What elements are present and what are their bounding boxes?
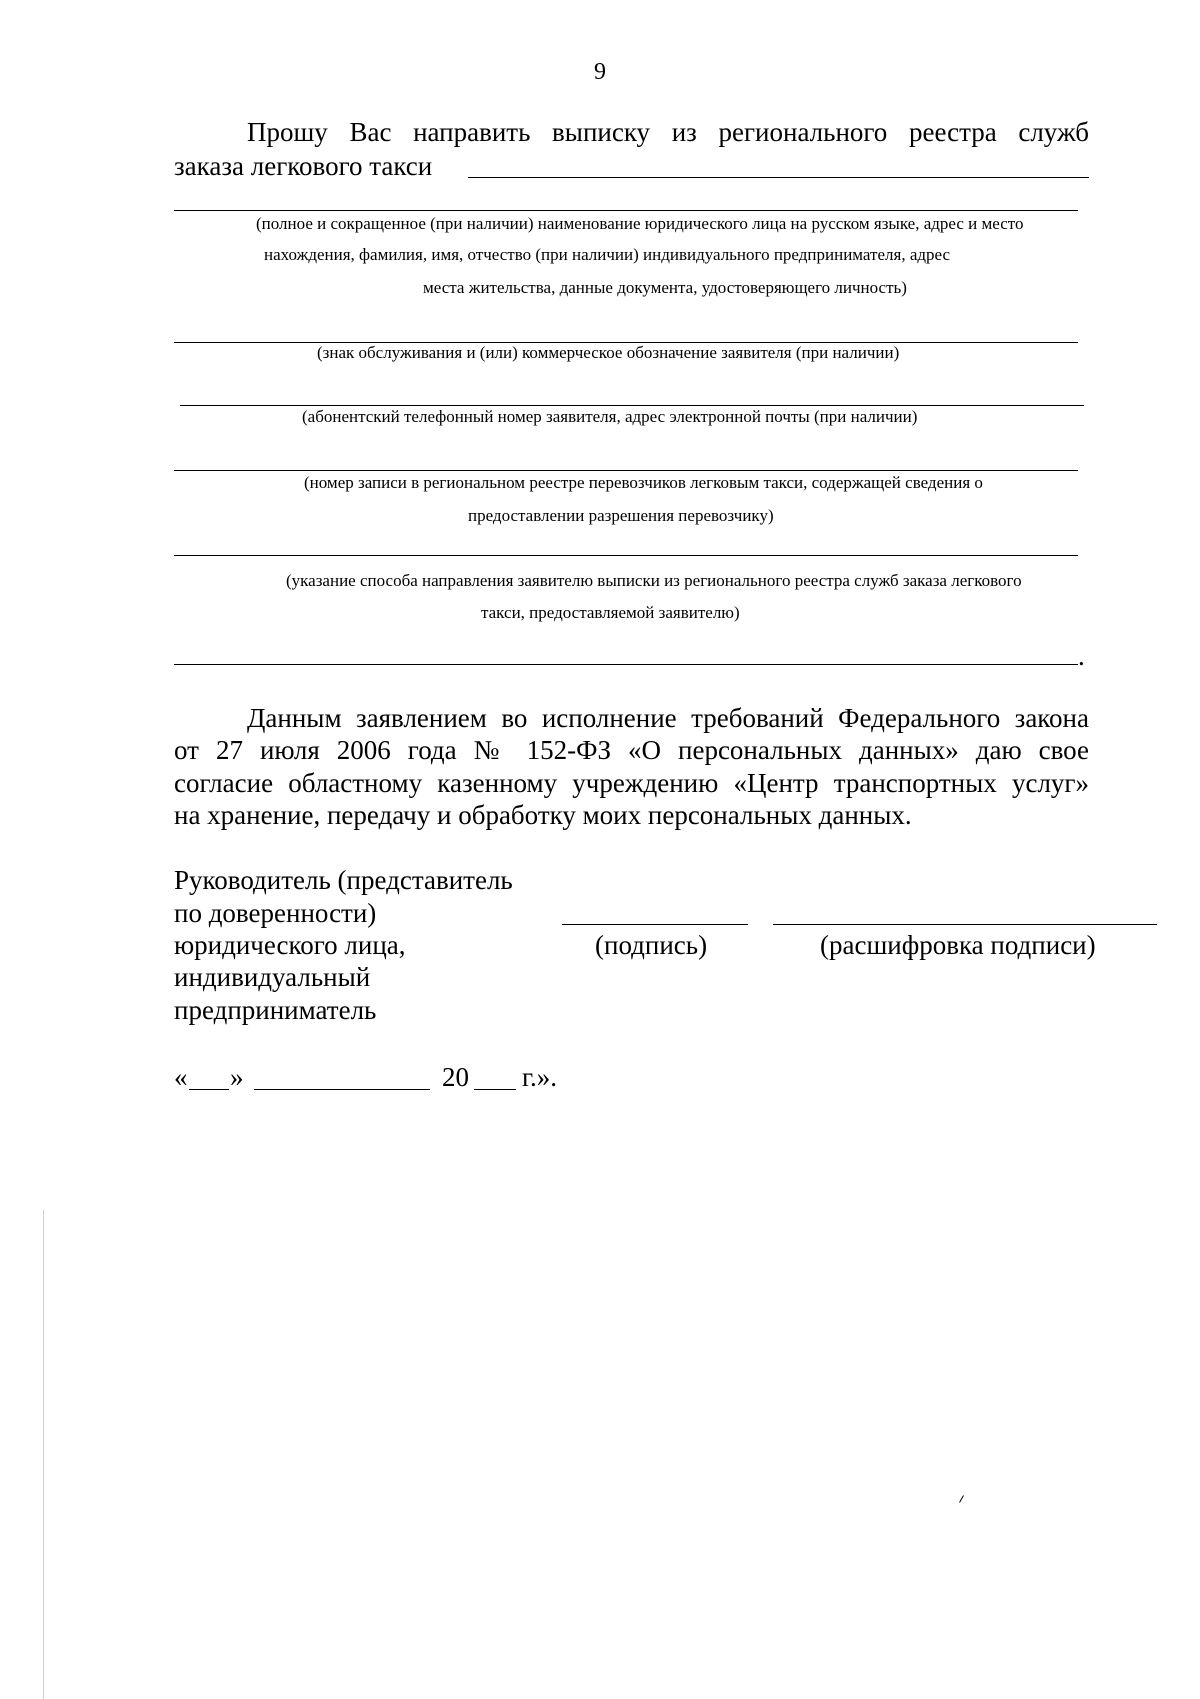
- signature-caption: (подпись): [595, 930, 708, 960]
- final-period: .: [1078, 641, 1085, 671]
- date-year-field[interactable]: [474, 1089, 516, 1090]
- applicant-name-field[interactable]: [174, 210, 1078, 211]
- date-year-prefix: 20: [442, 1062, 469, 1092]
- page-number: 9: [594, 59, 606, 85]
- registry-record-caption-1: (номер записи в региональном реестре перевозчиков легковым такси, содержащей сведения о: [304, 473, 983, 492]
- date-day-field[interactable]: [189, 1089, 229, 1090]
- date-year-suffix: г.».: [522, 1062, 558, 1092]
- contacts-caption: (абонентский телефонный номер заявителя, адрес электронной почты (при наличии): [302, 407, 918, 426]
- consent-line-1: Данным заявлением во исполнение требований Федерального закона: [247, 703, 1089, 733]
- applicant-name-caption-1: (полное и сокращенное (при наличии) наименование юридического лица на русском языке, адрес и место: [256, 214, 1024, 233]
- applicant-name-caption-2: нахождения, фамилия, имя, отчество (при наличии) индивидуального предпринимателя, адрес: [264, 245, 951, 264]
- consent-line-4: на хранение, передачу и обработку моих персональных данных.: [174, 800, 912, 830]
- taxi-service-field[interactable]: [468, 177, 1089, 178]
- request-line-2: заказа легкового такси: [174, 151, 433, 181]
- date-close-quote: »: [230, 1062, 244, 1092]
- signature-decode-field[interactable]: [773, 924, 1157, 925]
- signatory-line-5: предприниматель: [174, 995, 377, 1025]
- signatory-line-1: Руководитель (представитель: [174, 865, 513, 895]
- signature-field[interactable]: [562, 924, 748, 925]
- additional-info-field[interactable]: [174, 664, 1078, 665]
- delivery-method-caption-2: такси, предоставляемой заявителю): [481, 603, 740, 622]
- consent-line-3: согласие областному казенному учреждению «Центр транспортных услуг»: [174, 768, 1089, 798]
- signatory-line-4: индивидуальный: [174, 962, 371, 992]
- consent-line-2: от 27 июля 2006 года № 152-ФЗ «О персональных данных» даю свое: [174, 735, 1089, 765]
- signatory-line-3: юридического лица,: [174, 930, 406, 960]
- delivery-method-field[interactable]: [174, 555, 1078, 556]
- applicant-name-caption-3: места жительства, данные документа, удостоверяющего личность): [423, 278, 907, 297]
- signature-decode-caption: (расшифровка подписи): [820, 930, 1096, 960]
- pen-mark: [959, 1495, 964, 1502]
- date-month-field[interactable]: [254, 1089, 430, 1090]
- date-open-quote: «: [174, 1062, 188, 1092]
- registry-record-caption-2: предоставлении разрешения перевозчику): [468, 506, 774, 525]
- signatory-line-2: по доверенности): [174, 898, 377, 928]
- registry-record-field[interactable]: [174, 470, 1078, 471]
- scan-edge-line: [43, 1210, 44, 1699]
- request-line-1: Прошу Вас направить выписку из регионального реестра служб: [247, 117, 1089, 147]
- contacts-field[interactable]: [180, 405, 1084, 406]
- delivery-method-caption-1: (указание способа направления заявителю выписки из регионального реестра служб заказа легкового: [286, 571, 1022, 590]
- service-mark-caption: (знак обслуживания и (или) коммерческое обозначение заявителя (при наличии): [317, 343, 900, 362]
